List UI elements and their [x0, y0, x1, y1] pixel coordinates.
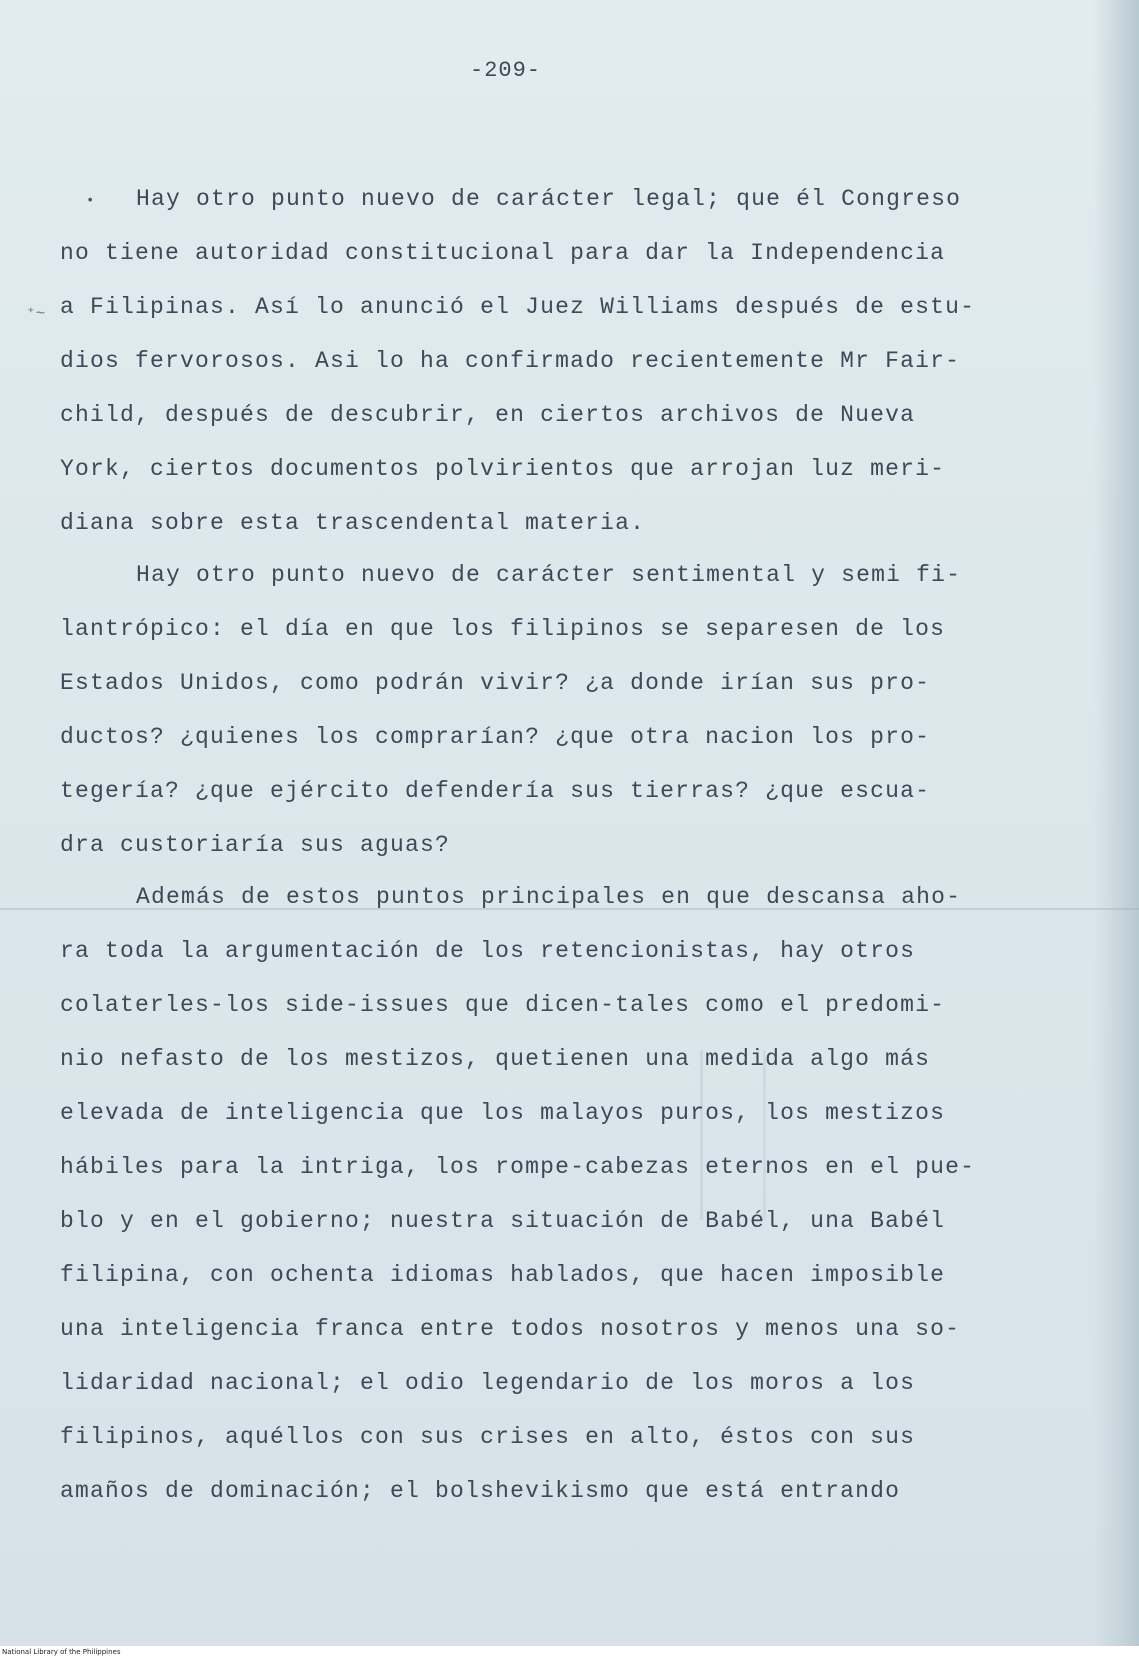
paragraph-2-line-3: Estados Unidos, como podrán vivir? ¿a donde irían sus pro-: [60, 670, 931, 696]
paragraph-3-line-8: filipina, con ochenta idiomas hablados, que hacen imposible: [60, 1262, 946, 1288]
paragraph-1-line-1: Hay otro punto nuevo de carácter legal; que él Congreso: [136, 186, 962, 212]
paragraph-3-line-7: blo y en el gobierno; nuestra situación de Babél, una Babél: [60, 1208, 946, 1234]
paragraph-2-line-6: dra custoriaría sus aguas?: [60, 832, 451, 858]
paragraph-2-line-5: tegería? ¿que ejército defendería sus tierras? ¿que escua-: [60, 778, 931, 804]
paragraph-3-line-3: colaterles-los side-issues que dicen-tales como el predomi-: [60, 992, 946, 1018]
paragraph-1-line-2: no tiene autoridad constitucional para dar la Independencia: [60, 240, 946, 266]
paragraph-2-line-1: Hay otro punto nuevo de carácter sentimental y semi fi-: [136, 562, 962, 588]
paragraph-3-line-1: Además de estos puntos principales en que descansa aho-: [136, 884, 962, 910]
ink-bleed-through: [700, 1050, 766, 1220]
scan-edge-shadow: [1093, 0, 1139, 1646]
paragraph-3-line-2: ra toda la argumentación de los retencionistas, hay otros: [60, 938, 916, 964]
paragraph-1-line-7: diana sobre esta trascendental materia.: [60, 510, 646, 536]
paragraph-3-line-10: lidaridad nacional; el odio legendario de los moros a los: [60, 1370, 916, 1396]
paragraph-1-line-5: child, después de descubrir, en ciertos archivos de Nueva: [60, 402, 916, 428]
paragraph-3-line-4: nio nefasto de los mestizos, quetienen una medida algo más: [60, 1046, 931, 1072]
paragraph-3-line-5: elevada de inteligencia que los malayos puros, los mestizos: [60, 1100, 946, 1126]
paragraph-1-line-6: York, ciertos documentos polvirientos que arrojan luz meri-: [60, 456, 946, 482]
page-number: -209-: [470, 58, 542, 83]
paragraph-1-line-3: a Filipinas. Así lo anunció el Juez Williams después de estu-: [60, 294, 976, 320]
paragraph-1-line-4: dios fervorosos. Asi lo ha confirmado recientemente Mr Fair-: [60, 348, 961, 374]
margin-pencil-mark: ⁺~: [26, 305, 46, 323]
paragraph-3-line-9: una inteligencia franca entre todos nosotros y menos una so-: [60, 1316, 961, 1342]
paragraph-3-line-12: amaños de dominación; el bolshevikismo que está entrando: [60, 1478, 901, 1504]
paragraph-2-line-4: ductos? ¿quienes los comprarían? ¿que otra nacion los pro-: [60, 724, 931, 750]
paragraph-3-line-11: filipinos, aquéllos con sus crises en alto, éstos con sus: [60, 1424, 916, 1450]
paragraph-3-line-6: hábiles para la intriga, los rompe-cabezas eternos en el pue-: [60, 1154, 976, 1180]
archive-footer-credit: National Library of the Philippines: [0, 1646, 1139, 1658]
paragraph-2-line-2: lantrópico: el día en que los filipinos se separesen de los: [60, 616, 946, 642]
ink-dot-mark: •: [86, 193, 95, 209]
